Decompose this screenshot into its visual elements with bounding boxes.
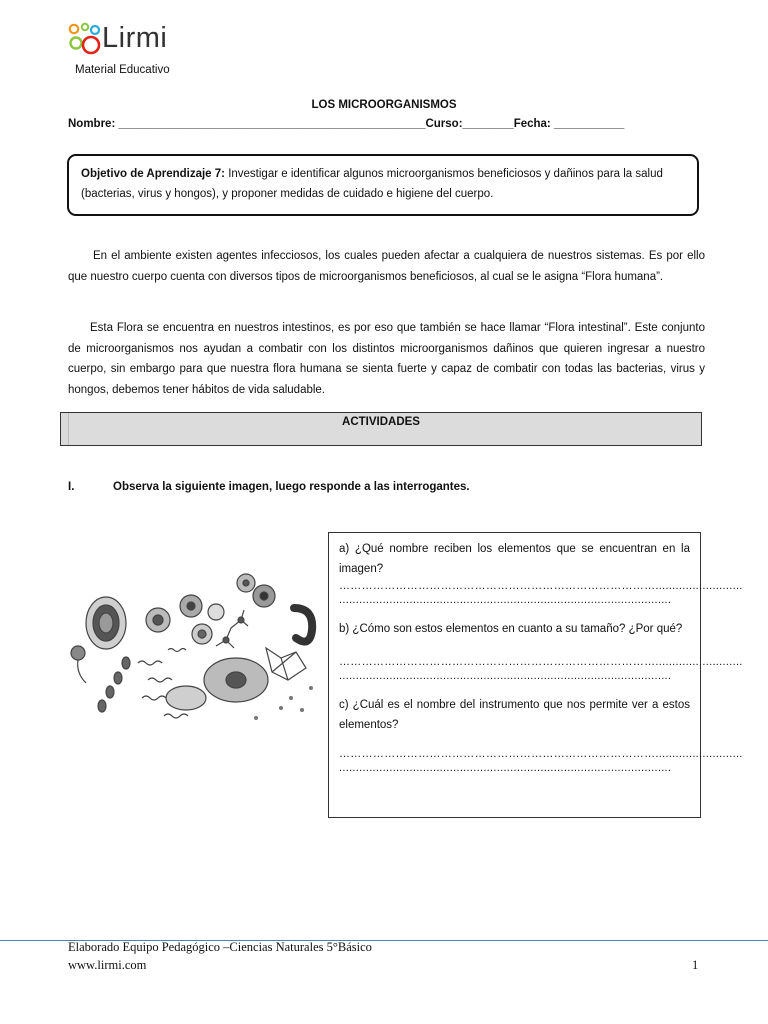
section-instruction: Observa la siguiente imagen, luego responde a las interrogantes. — [113, 481, 470, 493]
answer-line[interactable]: ………………………………………………………………………….......................... — [339, 656, 743, 668]
student-fields: Nombre: ________________________________________________Curso:________Fecha: ___________ — [68, 118, 625, 130]
objective-text: Investigar e identificar algunos microorganismos beneficiosos y dañinos para la salud (bacterias, virus y hongos), y proponer medidas de cuidado e higiene del cuerpo. — [81, 168, 663, 200]
objective-label: Objetivo de Aprendizaje 7: — [81, 168, 225, 180]
footer-credit: Elaborado Equipo Pedagógico –Ciencias Naturales 5°Básico — [68, 940, 372, 954]
flora-paragraph: Esta Flora se encuentra en nuestros intestinos, es por eso que también se hace llamar “Flora intestinal”. Este conjunto de microorganismos nos ayudan a combatir con los distintos microorganismos dañinos que quieren ingresar a nuestro cuerpo, sin embargo para que nuestra flora humana se sienta fuerte y capaz de combatir con todas las bacterias, virus y hongos, debemos tener hábitos de vida saludable. — [68, 322, 705, 396]
answer-line[interactable]: ………………………………………………………………………….......................... — [339, 748, 743, 760]
activities-header — [60, 412, 702, 446]
section-number: I. — [68, 481, 75, 493]
question-a: a) ¿Qué nombre reciben los elementos que se encuentran en la imagen? — [339, 543, 690, 575]
footer-website: www.lirmi.com — [68, 958, 147, 972]
questions-box — [328, 532, 743, 818]
answer-line[interactable]: ................................................................................................... — [339, 594, 672, 606]
brand-subtitle: Material Educativo — [75, 64, 170, 76]
brand-name: Lirmi — [102, 22, 168, 54]
answer-line[interactable]: ................................................................................................... — [339, 670, 672, 682]
question-c: c) ¿Cuál es el nombre del instrumento que nos permite ver a estos elementos? — [339, 699, 690, 731]
page-title: LOS MICROORGANISMOS — [311, 99, 457, 111]
activities-label: ACTIVIDADES — [342, 416, 420, 428]
learning-objective-box — [67, 154, 699, 216]
answer-line[interactable]: ................................................................................................... — [339, 762, 672, 774]
page-number: 1 — [692, 958, 699, 972]
answer-line[interactable]: ………………………………………………………………………….......................... — [339, 580, 743, 592]
intro-paragraph: En el ambiente existen agentes infecciosos, los cuales pueden afectar a cualquiera de nuestros sistemas. Es por ello que nuestro cuerpo cuenta con diversos tipos de microorganismos beneficiosos, al cual se le asigna “Flora humana”. — [68, 250, 705, 283]
microorganisms-illustration — [66, 568, 320, 733]
question-b: b) ¿Cómo son estos elementos en cuanto a su tamaño? ¿Por qué? — [339, 623, 683, 635]
